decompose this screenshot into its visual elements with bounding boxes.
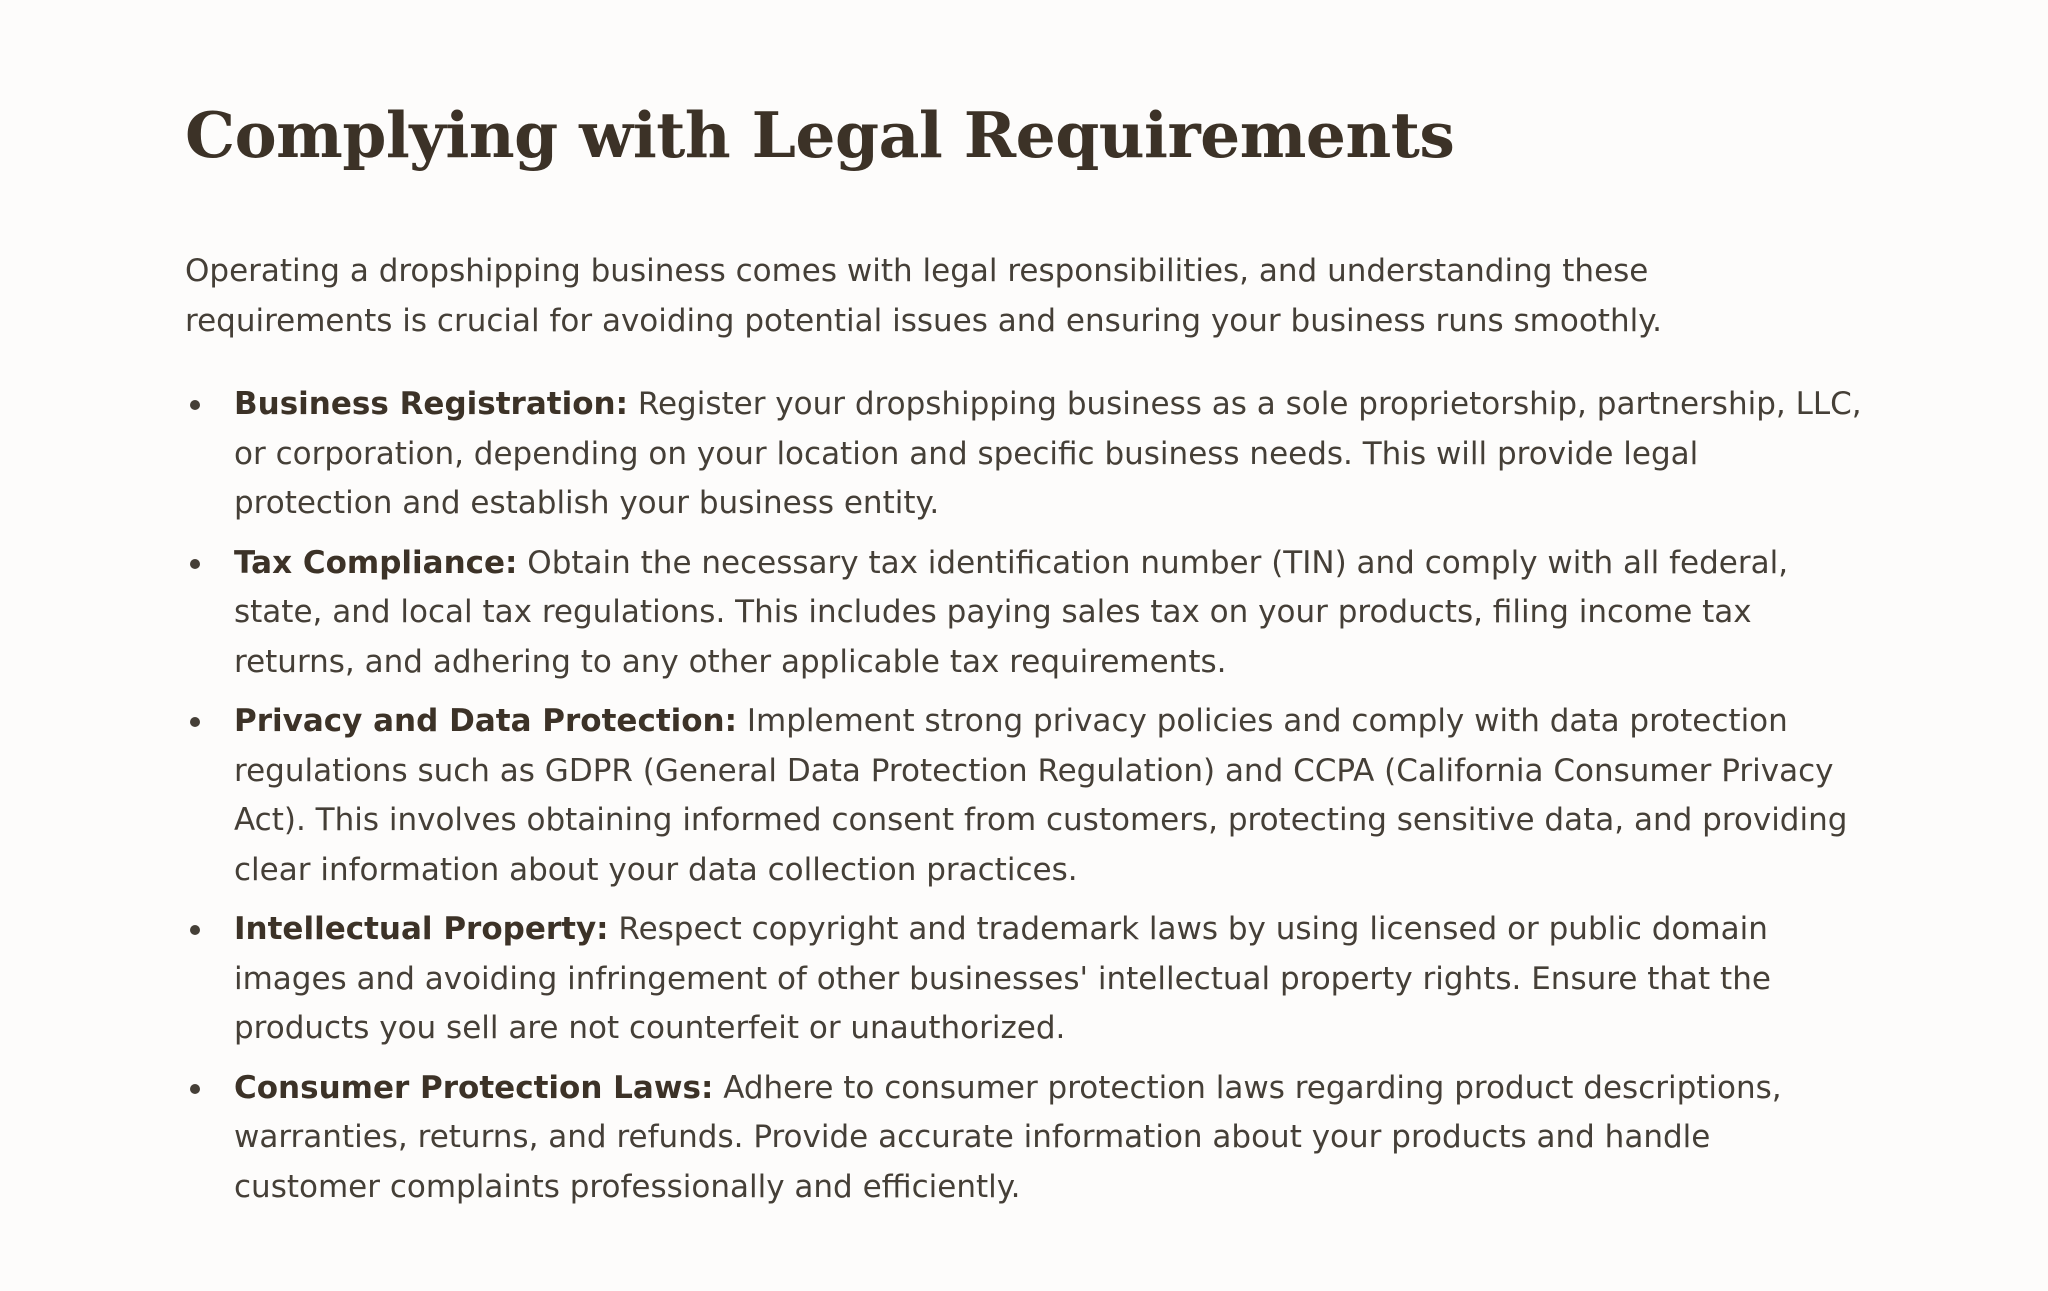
bullet-dot-icon bbox=[190, 1084, 200, 1094]
bullet-dot-icon bbox=[190, 717, 200, 727]
item-text: Obtain the necessary tax identification number (TIN) and comply with all federal, state, and local tax regulations. This includes paying sales tax on your products, filing income tax returns, and adhering to any other applicable tax requirements. bbox=[234, 544, 1789, 680]
bullet-dot-icon bbox=[190, 400, 200, 410]
bullet-dot-icon bbox=[190, 559, 200, 569]
requirements-list bbox=[185, 380, 1865, 1212]
intro-paragraph: Operating a dropshipping business comes with legal responsibilities, and understanding these requirements is crucial for avoiding potential issues and ensuring your business runs smoothly. bbox=[185, 253, 1662, 339]
list-item bbox=[185, 380, 1865, 529]
list-item bbox=[185, 1064, 1865, 1213]
page-title: Complying with Legal Requirements bbox=[185, 98, 1455, 172]
item-title: Tax Compliance: bbox=[234, 544, 518, 581]
item-title: Intellectual Property: bbox=[234, 911, 609, 947]
item-title: Privacy and Data Protection: bbox=[234, 703, 738, 739]
list-item bbox=[185, 905, 1865, 1054]
item-title: Business Registration: bbox=[234, 386, 628, 422]
item-title: Consumer Protection Laws: bbox=[234, 1069, 714, 1106]
bullet-dot-icon bbox=[190, 925, 200, 935]
item-text: Register your dropshipping business as a sole proprietorship, partnership, LLC, or corporation, depending on your location and specific business needs. This will provide legal protection and establish your business entity. bbox=[234, 386, 1862, 521]
item-text: Respect copyright and trademark laws by using licensed or public domain images and avoiding infringement of other businesses' intellectual property rights. Ensure that the products you sell are not counterfeit or unauthorized. bbox=[234, 911, 1771, 1046]
item-text: Adhere to consumer protection laws regarding product descriptions, warranties, returns, and refunds. Provide accurate information about your products and handle customer complaints professionally and efficiently. bbox=[234, 1069, 1782, 1205]
item-text: Implement strong privacy policies and comply with data protection regulations such as GDPR (General Data Protection Regulation) and CCPA (California Consumer Privacy Act). This involves obtaining informed consent from customers, protecting sensitive data, and providing clear information about your data collection practices. bbox=[234, 703, 1848, 888]
document-page bbox=[185, 96, 1865, 1222]
list-item bbox=[185, 697, 1865, 895]
list-item bbox=[185, 539, 1865, 688]
